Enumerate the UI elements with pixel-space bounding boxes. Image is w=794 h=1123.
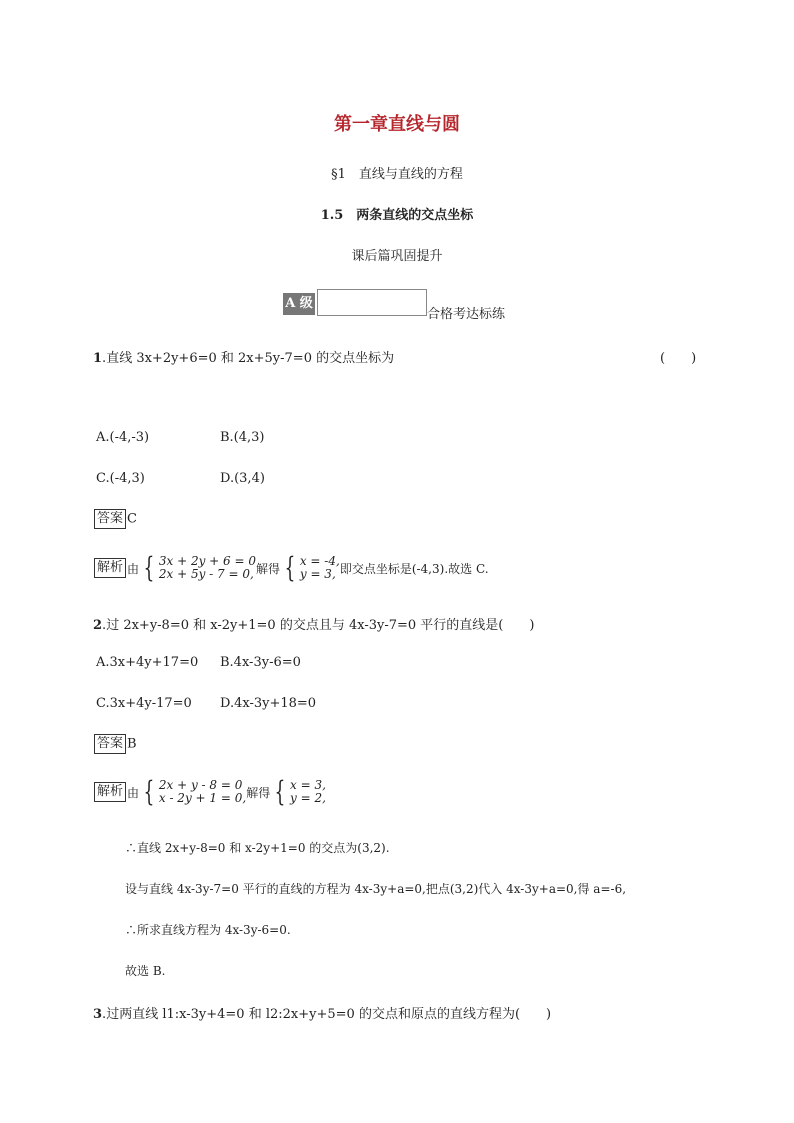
analysis-tag: 解析	[94, 782, 126, 802]
section-title: §1 直线与直线的方程	[331, 167, 463, 182]
equation-system	[159, 555, 256, 581]
analysis-prefix: 由	[127, 561, 140, 576]
equation-line: 2x + 5y - 7 = 0,	[158, 567, 254, 581]
option-a: A.(-4,-3)	[96, 430, 150, 445]
analysis-row	[94, 551, 489, 584]
question-text: 过 2x+y-8=0 和 x-2y+1=0 的交点且与 4x-3y-7=0 平行的直线是( )	[106, 618, 535, 633]
option-a: A.3x+4y+17=0	[96, 655, 199, 670]
brace-icon: {	[274, 775, 286, 808]
answer-row	[94, 509, 137, 529]
analysis-tag: 解析	[94, 558, 126, 578]
solution-line: x = -4,	[299, 554, 340, 568]
equation-line: x - 2y + 1 = 0,	[158, 791, 247, 805]
question-text: 过两直线 l1:x-3y+4=0 和 l2:2x+y+5=0 的交点和原点的直线方程为( )	[106, 1007, 552, 1022]
analysis-mid: 解得	[256, 561, 281, 576]
answer-value: B	[127, 736, 137, 752]
analysis-conclusion: 即交点坐标是(-4,3).故选 C.	[339, 561, 489, 576]
brace-icon: {	[143, 551, 155, 584]
solution-system	[300, 555, 340, 581]
option-d: D.(3,4)	[220, 471, 265, 486]
question-number: 3	[93, 1007, 103, 1022]
answer-value: C	[127, 511, 137, 527]
solution-line: x = 3,	[290, 778, 326, 792]
option-c: C.3x+4y-17=0	[96, 696, 192, 711]
equation-line: 3x + 2y + 6 = 0	[158, 554, 256, 568]
question-number: 2	[93, 618, 103, 633]
answer-row	[94, 734, 137, 754]
chapter-title: 第一章直线与圆	[334, 114, 460, 135]
level-badge: A 级	[283, 293, 315, 315]
answer-paren: ( )	[660, 351, 697, 366]
brace-icon: {	[284, 551, 296, 584]
option-c: C.(-4,3)	[96, 471, 145, 486]
analysis-prefix: 由	[127, 785, 140, 800]
option-d: D.4x-3y+18=0	[220, 696, 317, 711]
analysis-line-3: ∴所求直线方程为 4x-3y-6=0.	[125, 923, 291, 937]
subsection-title: 1.5 两条直线的交点坐标	[320, 208, 474, 223]
question-3-stem: 3.过两直线 l1:x-3y+4=0 和 l2:2x+y+5=0 的交点和原点的直线方程为( )	[93, 1007, 552, 1022]
analysis-line-4: 故选 B.	[125, 964, 166, 978]
solution-line: y = 2,	[290, 791, 326, 805]
analysis-row	[94, 775, 326, 808]
answer-tag: 答案	[94, 734, 126, 754]
option-b: B.(4,3)	[220, 430, 265, 445]
level-box	[317, 289, 427, 316]
option-b: B.4x-3y-6=0	[220, 655, 301, 670]
question-text: 直线 3x+2y+6=0 和 2x+5y-7=0 的交点坐标为	[106, 351, 395, 366]
solution-line: y = 3,	[299, 567, 336, 581]
question-2-stem: 2.过 2x+y-8=0 和 x-2y+1=0 的交点且与 4x-3y-7=0 平行的直线是( )	[93, 618, 535, 633]
solution-system	[290, 779, 326, 805]
analysis-mid: 解得	[246, 785, 271, 800]
answer-tag: 答案	[94, 509, 126, 529]
question-number: 1	[93, 351, 103, 366]
level-label: 合格考达标练	[427, 307, 506, 322]
brace-icon: {	[143, 775, 155, 808]
question-1-stem: 1.直线 3x+2y+6=0 和 2x+5y-7=0 的交点坐标为	[93, 351, 395, 366]
equation-line: 2x + y - 8 = 0	[158, 778, 243, 792]
practice-title: 课后篇巩固提升	[351, 249, 443, 264]
analysis-line-2: 设与直线 4x-3y-7=0 平行的直线的方程为 4x-3y+a=0,把点(3,2)代入 4x-3y+a=0,得 a=-6,	[125, 882, 627, 896]
equation-system	[159, 779, 246, 805]
analysis-line-1: ∴直线 2x+y-8=0 和 x-2y+1=0 的交点为(3,2).	[125, 841, 390, 855]
